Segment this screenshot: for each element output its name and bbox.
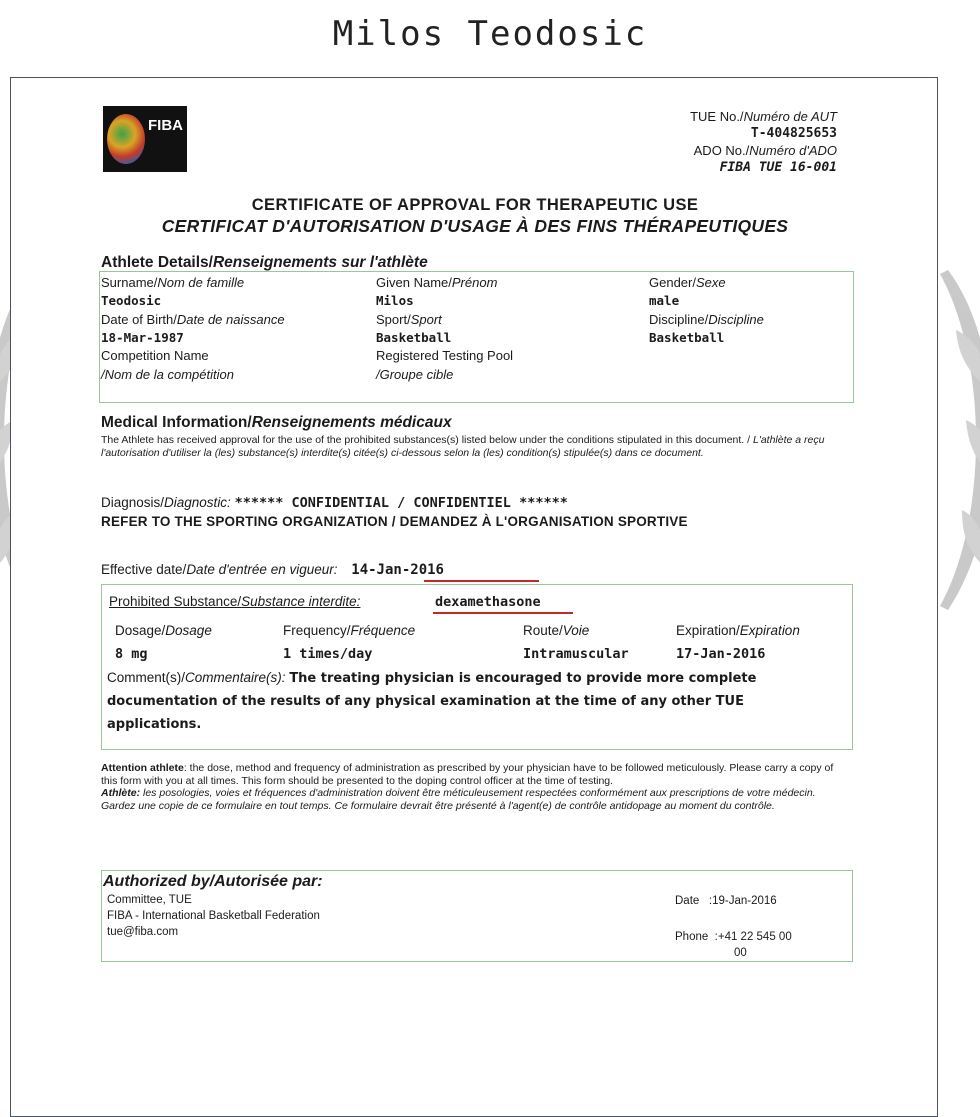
authorized-email: tue@fiba.com (107, 926, 179, 938)
route-value: Intramuscular (523, 646, 629, 662)
certificate-title-en: CERTIFICATE OF APPROVAL FOR THERAPEUTIC USE (251, 196, 699, 214)
competition-label-fr: /Nom de la compétition (101, 367, 234, 382)
authorized-phone: Phone :+41 22 545 00 (675, 931, 792, 943)
pool-label: Registered Testing Pool (376, 348, 514, 363)
tue-certificate-document (10, 77, 938, 1117)
medical-section-en: Medical Information/ (101, 414, 252, 431)
sport-value: Basketball (376, 330, 452, 345)
comment-block: Comment(s)/Commentaire(s): The treating physician is encouraged to provide more complete documentation of the results of any physical examination at the time of any other TUE applications. (107, 670, 757, 732)
frequency-value: 1 times/day (283, 646, 373, 662)
fiba-logo (103, 106, 187, 172)
gender-label: Gender/Sexe (649, 275, 726, 290)
authorized-title: Authorized by/Autorisée par: (103, 873, 323, 890)
medical-approval-text: The Athlete has received approval for the use of the prohibited substances(s) listed below under the conditions stipulated in this document. / L'athlète a reçu l'autorisation d'utiliser la (les) substance(s) interdite(s) citée(s) ci-dessous selon la (les) condition(s) stipulée(s) dans ce document. (101, 434, 825, 459)
surname-label: Surname/Nom de famille (101, 275, 245, 290)
athlete-section-en: Athlete Details/ (101, 254, 213, 271)
frequency-label: Frequency/Fréquence (283, 623, 416, 638)
attention-notice: Attention athlete: the dose, method and frequency of administration as prescribed by your physician have to be followed meticulously. Please carry a copy of this form with you at all times. This form should be presented to the doping control officer at the time of testing. Athlète: les posologies, voies et fréquences d'administration doivent être méticuleusement respectées conformément aux prescriptions de votre médecin. Gardez une copie de ce formulaire en tout temps. Ce formulaire devrait être présenté à l'agent(e) de contrôle antidopage au moment du contrôle. (101, 762, 834, 812)
refer-note: REFER TO THE SPORTING ORGANIZATION / DEMANDEZ À L'ORGANISATION SPORTIVE (101, 514, 688, 529)
route-label: Route/Voie (523, 623, 590, 638)
comment-text: The treating physician is encouraged to provide more complete documentation of the results of any physical examination at the time of any other TUE applications. (107, 671, 757, 732)
effective-date-line: Effective date/Date d'entrée en vigueur: 14-Jan-2016 (101, 562, 444, 578)
certificate-title-fr: CERTIFICAT D'AUTORISATION D'USAGE À DES FINS THÉRAPEUTIQUES (161, 216, 789, 236)
effective-date-value: 14-Jan-2016 (351, 562, 444, 578)
discipline-value: Basketball (649, 330, 725, 345)
sport-label: Sport/Sport (376, 312, 442, 327)
fiba-logo-text: FIBA (148, 117, 183, 134)
given-name-label: Given Name/Prénom (376, 275, 498, 290)
diagnosis-line: Diagnosis/Diagnostic: ****** CONFIDENTIAL / CONFIDENTIEL ****** (101, 495, 568, 511)
authorized-organization: FIBA - International Basketball Federation (107, 910, 320, 922)
diagnosis-value: ****** CONFIDENTIAL / CONFIDENTIEL ****** (234, 495, 568, 511)
page-heading: Milos Teodosic (332, 14, 648, 54)
competition-label: Competition Name (101, 348, 209, 363)
authorized-date: Date :19-Jan-2016 (675, 895, 777, 907)
tue-number-block (690, 108, 837, 176)
effective-date-underline (424, 580, 539, 582)
substance-name: dexamethasone (435, 594, 541, 610)
ado-number: FIBA TUE 16-001 (719, 160, 837, 175)
substance-underline (433, 612, 573, 614)
pool-label-fr: /Groupe cible (376, 367, 454, 382)
authorized-phone-cont: 00 (734, 947, 747, 959)
dob-value: 18-Mar-1987 (101, 330, 184, 345)
tue-label: TUE No./ (690, 109, 744, 124)
dosage-value: 8 mg (115, 646, 148, 662)
medical-section-fr: Renseignements médicaux (251, 414, 452, 431)
athlete-section-fr: Renseignements sur l'athlète (212, 254, 428, 271)
athlete-section-title (101, 254, 428, 272)
given-name-value: Milos (376, 293, 414, 308)
dob-label: Date of Birth/Date de naissance (101, 312, 285, 327)
expiration-label: Expiration/Expiration (676, 623, 800, 638)
ado-label-fr: Numéro d'ADO (749, 143, 837, 158)
substance-label: Prohibited Substance/Substance interdite: (109, 594, 361, 609)
medical-section-title (101, 414, 452, 432)
basketball-logo-icon (107, 114, 145, 164)
gender-value: male (649, 293, 680, 308)
authorized-committee: Committee, TUE (107, 894, 192, 906)
tue-label-fr: Numéro de AUT (743, 109, 837, 124)
dosage-label: Dosage/Dosage (115, 623, 212, 638)
discipline-label: Discipline/Discipline (649, 312, 764, 327)
surname-value: Teodosic (101, 293, 162, 308)
tue-number: T-404825653 (750, 126, 837, 141)
ado-label: ADO No./ (693, 143, 750, 158)
expiration-value: 17-Jan-2016 (676, 646, 766, 662)
